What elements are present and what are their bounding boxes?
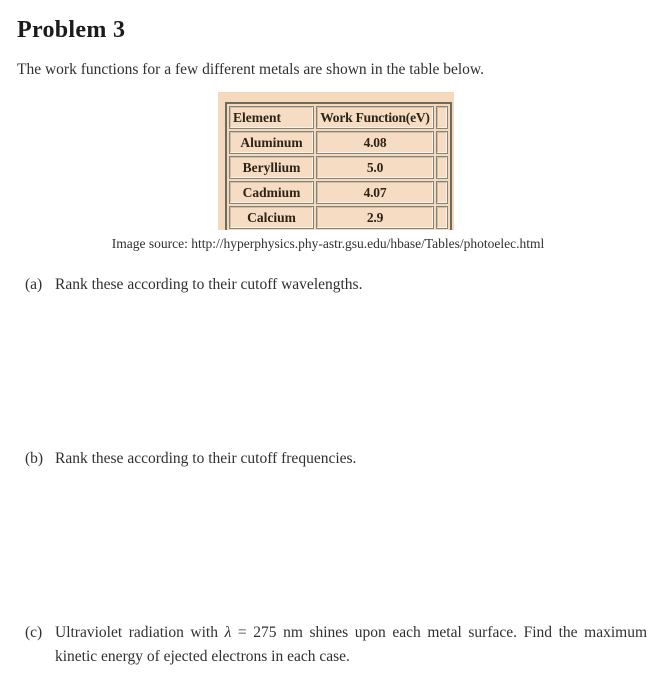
question-a-text: Rank these according to their cutoff wavelengths.	[55, 276, 363, 293]
work-function-table	[225, 102, 452, 230]
element-cell: Cadmium	[229, 181, 314, 204]
question-c	[25, 621, 648, 669]
work-function-cell: 4.07	[316, 181, 434, 204]
table-row	[229, 131, 448, 154]
cropped-cell	[436, 156, 448, 179]
element-cell: Beryllium	[229, 156, 314, 179]
element-cell: Calcium	[229, 206, 314, 229]
cropped-cell	[436, 131, 448, 154]
question-c-text	[55, 624, 647, 665]
table-header-row	[229, 106, 448, 129]
question-c-text-after: = 275 nm shines upon each metal surface. Find the maximum kinetic energy of ejected electrons in each case.	[55, 624, 648, 665]
question-c-label: (c)	[25, 624, 43, 641]
question-b	[25, 447, 615, 471]
question-a-label: (a)	[25, 276, 43, 293]
cropped-column-sliver	[436, 106, 448, 129]
work-function-cell: 5.0	[316, 156, 434, 179]
question-b-text: Rank these according to their cutoff frequencies.	[55, 450, 357, 467]
cropped-cell	[436, 181, 448, 204]
question-a	[25, 273, 615, 297]
element-cell: Aluminum	[229, 131, 314, 154]
work-function-cell: 2.9	[316, 206, 434, 229]
work-function-cell: 4.08	[316, 131, 434, 154]
header-element: Element	[229, 106, 314, 129]
table-row	[229, 156, 448, 179]
image-source-caption: Image source: http://hyperphysics.phy-astr.gsu.edu/hbase/Tables/photoelec.html	[111, 236, 545, 251]
cropped-cell	[436, 206, 448, 229]
question-b-label: (b)	[25, 450, 44, 467]
page-title: Problem 3	[17, 17, 126, 43]
work-function-table-image	[218, 92, 454, 230]
table-row	[229, 206, 448, 229]
header-work-function: Work Function(eV)	[316, 106, 434, 129]
lambda-symbol: λ	[224, 624, 232, 641]
intro-text: The work functions for a few different metals are shown in the table below.	[17, 61, 484, 78]
table-row	[229, 181, 448, 204]
question-c-text-before: Ultraviolet radiation with	[55, 624, 225, 641]
